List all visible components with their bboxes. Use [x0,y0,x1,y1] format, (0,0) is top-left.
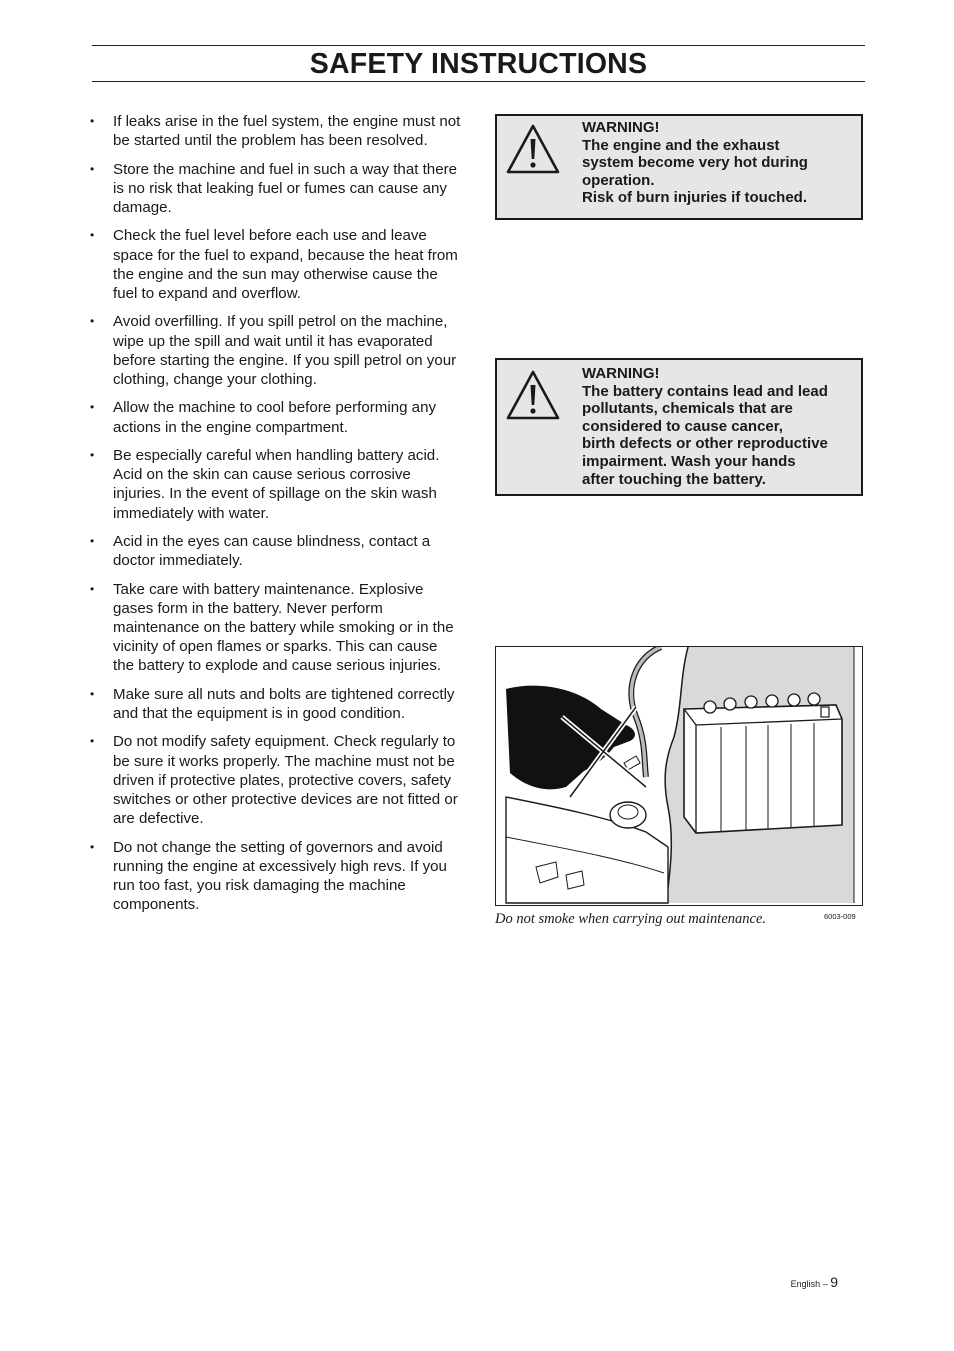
hand-icon [506,686,640,790]
bullet-icon: • [90,114,95,128]
bullet-icon: • [90,533,95,548]
bullet-text: Make sure all nuts and bolts are tightened correctly and that the equipment is in good condition. [113,685,455,722]
list-item [90,446,462,523]
page-title: SAFETY INSTRUCTIONS [309,48,648,80]
safety-bullet-column [90,112,462,924]
bullet-icon: • [90,400,95,415]
list-item [90,532,462,570]
bullet-text: Check the fuel level before each use and leave space for the fuel to expand, because the heat from the engine and the sun may otherwise cause the fuel to expand and overflow. [113,227,458,302]
figure-code: 6003-009 [824,912,856,921]
bullet-text: Acid in the eyes can cause blindness, contact a doctor immediately. [113,532,431,570]
bullet-icon: • [90,314,95,329]
safety-bullet-list [90,112,462,914]
warning-triangle-icon [505,123,561,175]
list-item [90,580,462,676]
bullet-text: Do not change the setting of governors and avoid running the engine at excessively high revs. If you run too fast, you risk damaging the machine components. [113,838,447,914]
list-item [90,226,462,303]
bullet-text: If leaks arise in the fuel system, the engine must not be started until the problem has been resolved. [113,113,461,150]
bullet-icon: • [90,447,95,462]
warning-body: The battery contains lead and lead pollutants, chemicals that are considered to cause cancer, birth defects or other reproductive impairment. Wash your hands after touching the battery. [582,382,828,488]
bullet-text: Store the machine and fuel in such a way that there is no risk that leaking fuel or fumes can cause any damage. [113,160,458,216]
warning-text [582,119,855,207]
list-item [90,312,462,389]
bullet-text: Be especially careful when handling battery acid. Acid on the skin can cause serious corrosive injuries. In the event of spillage on the skin wash immediately with water. [113,446,440,522]
bullet-text: Do not modify safety equipment. Check regularly to be sure it works properly. The machine must not be driven if protective plates, protective covers, safety switches or other protective devices are not fitted or are defective. [113,733,458,828]
figure-caption: Do not smoke when carrying out maintenance. [495,911,767,927]
list-item [90,398,462,436]
bullet-icon: • [90,839,95,854]
battery-icon [684,693,842,833]
list-item [90,112,462,150]
warning-triangle-icon [505,369,561,421]
warning-box-battery-lead [495,358,863,496]
page-number: 9 [830,1274,838,1290]
footer-language: English – [790,1279,831,1289]
bullet-icon: • [90,734,95,749]
warning-body: The engine and the exhaust system become very hot during operation. Risk of burn injuries if touched. [582,136,808,207]
list-item [90,838,462,915]
bullet-text: Take care with battery maintenance. Explosive gases form in the battery. Never perform maintenance on the battery while smoking or in the vicinity of open flames or sparks. This can cause the battery to explode and cause serious injuries. [113,580,454,675]
warning-box-hot-engine [495,114,863,220]
no-smoking-battery-illustration [495,646,863,906]
bullet-text: Allow the machine to cool before performing any actions in the engine compartment. [113,399,437,436]
bullet-icon: • [90,228,95,243]
list-item [90,732,462,828]
warning-heading: WARNING! [582,365,660,382]
list-item [90,160,462,218]
bullet-icon: • [90,686,95,701]
header-rule-bottom [92,81,865,82]
page-footer [791,1274,838,1290]
warning-heading: WARNING! [582,119,660,136]
list-item [90,685,462,723]
bullet-text: Avoid overfilling. If you spill petrol on the machine, wipe up the spill and wait until it has evaporated before starting the engine. If you spill petrol on your clothing, change your clothing. [113,313,457,388]
bullet-icon: • [90,581,95,596]
bullet-icon: • [90,161,95,176]
warning-text [582,365,855,488]
